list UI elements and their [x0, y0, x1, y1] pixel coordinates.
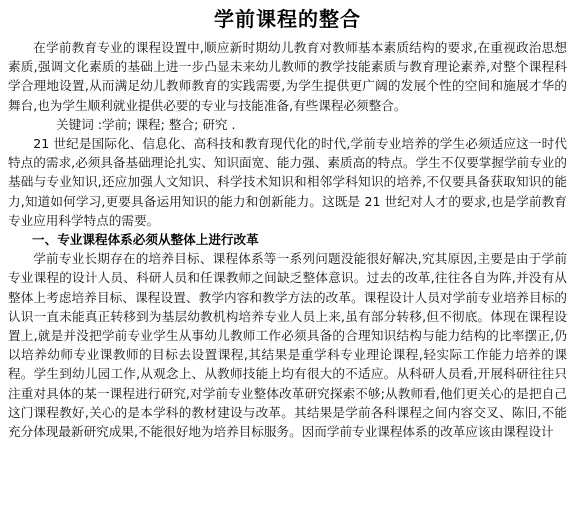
intro-paragraph: 21 世纪是国际化、信息化、高科技和教育现代化的时代,学前专业培养的学生必须适应这一时代特点的需求,必须具备基础理论扎实、知识面宽、能力强、素质高的特点。学生不仅要掌握学前专业的基础与专业知识,还应加强人文知识、科学技术知识和相邻学科知识的培养,不仅要具备获取知识的能力,知道如何学习,更要具备运用知识的能力和创新能力。这既是 21 世纪对人才的要求,也是学前教育专业应用科学特点的需要。 — [8, 136, 567, 228]
keywords-label: 关键词 — [56, 116, 94, 132]
keywords-line — [8, 115, 567, 134]
keywords-value: :学前; 课程; 整合; 研究 . — [97, 116, 236, 132]
abstract-paragraph: 在学前教育专业的课程设置中,顺应新时期幼儿教育对教师基本素质结构的要求,在重视政治思想素质,强调文化素质的基础上进一步凸显未来幼儿教师的教学技能素质与教育理论素养,对整个课程科学合理地设置,从而满足幼儿教师教育的实践需要,为学生提供更广阔的发展个性的空间和施展才华的舞台,也为学生顺利就业提供必要的专业与技能准备,有些课程必须整合。 — [8, 40, 567, 113]
section-paragraph: 学前专业长期存在的培养目标、课程体系等一系列问题没能很好解决,究其原因,主要是由于学前专业课程的设计人员、科研人员和任课教师之间缺乏整体意识。过去的改革,往往各自为阵,并没有从整体上考虑培养目标、课程设置、教学内容和教学方法的改革。课程设计人员对学前专业培养目标的认识一直未能真正转移到为基层幼教机构培养专业人员上来,虽有部分转移,但不彻底。体现在课程设置上,就是并没把学前专业学生从事幼儿教师工作必须具备的合理知识结构与能力结构的比率摆正,仍以培养幼师专业课教师的目标去设置课程,其结果是重学科专业理论课程,轻实际工作能力培养的课程。学生到幼儿园工作,从观念上、从教师技能上均有很大的不适应。从科研人员看,开展科研往往只注重对具体的某一课程进行研究,对学前专业整体改革研究探索不够;从教师看,他们更关心的是把自己这门课程教好,关心的是本学科的教材建设与改革。其结果是学前各科课程之间内容交叉、陈旧,不能充分体现最新研究成果,不能很好地为培养目标服务。因而学前专业课程体系的改革应该由课程设计 — [8, 251, 567, 440]
document-title: 学前课程的整合 — [214, 7, 361, 31]
section-heading: 一、专业课程体系必须从整体上进行改革 — [32, 232, 259, 248]
